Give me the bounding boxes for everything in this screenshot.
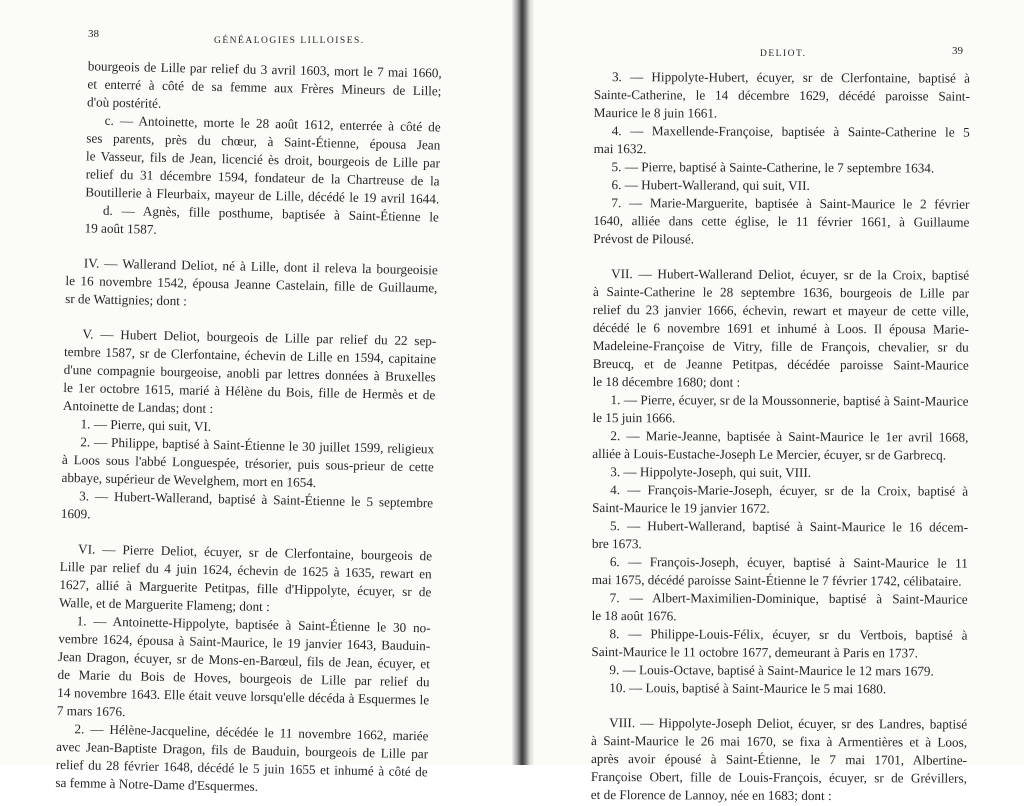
text-line: le 18 août 1676. — [591, 607, 677, 624]
text-line: Prévost de Pilousé. — [593, 230, 695, 247]
text-line: 7 mars 1676. — [56, 702, 126, 720]
text-line: à Sainte-Catherine le 28 septembre 1636, bourgeois de Lille par — [592, 283, 970, 301]
text-line: VI. — Pierre Deliot, écuyer, sr de Clerfontaine, bourgeois de — [77, 541, 433, 564]
text-line: le 1er octobre 1615, marié à Hélène du Bois, fille de Hermès et de — [63, 379, 436, 403]
text-line: Breucq, et de Jeanne Petitpas, décédée paroisse Saint-Maurice — [592, 355, 969, 373]
text-line: VIII. — Hippolyte-Joseph Deliot, écuyer, sr des Landres, baptisé — [609, 715, 968, 732]
text-line: c. — Antoinette, morte le 28 août 1612, enterrée à côté de — [104, 112, 441, 135]
text-line: 1. — Antoinette-Hippolyte, baptisée à Saint-Étienne le 30 no- — [76, 613, 431, 636]
text-line: 1. — Pierre, qui suit, VI. — [80, 416, 212, 434]
text-line: bourgeois de Lille par relief du 3 avril 1603, mort le 7 mai 1660, — [87, 58, 442, 81]
text-line: 2. — Hélène-Jacqueline, décédée le 11 novembre 1662, mariée — [74, 721, 429, 744]
text-line: et enterré à côté de sa femme aux Frères Mineurs de Lille; — [87, 76, 442, 99]
text-line: d'une compagnie bourgeoise, anobli par lettres données à Bruxelles — [63, 361, 436, 385]
text-line: ses parents, près du chœur, à Saint-Étienne, épousa Jean — [86, 130, 441, 153]
book-gutter — [512, 0, 534, 765]
text-line: 14 novembre 1643. Elle était veuve lorsqu'elle décéda à Esquermes le — [57, 684, 430, 708]
text-line: relief du 23 janvier 1666, échevin, rewart et mayeur de cette ville, — [592, 301, 969, 319]
text-line: 2. — Philippe, baptisé à Saint-Étienne le 30 juillet 1599, religieux — [80, 434, 435, 457]
text-line: décédé le 6 novembre 1691 et inhumé à Loos. Il épousa Marie- — [592, 319, 969, 337]
text-line: Saint-Maurice le 19 janvier 1672. — [592, 499, 770, 516]
text-line: après avoir épousé à Saint-Étienne, le 7 mai 1701, Albertine- — [590, 750, 968, 768]
text-line: Maurice le 8 juin 1661. — [593, 104, 718, 121]
text-line: d'où postérité. — [86, 94, 162, 111]
text-line: 1627, allié à Marguerite Petitpas, fille d'Hippolyte, écuyer, sr de — [59, 576, 432, 600]
text-line: Françoise Obert, fille de Louis-François, écuyer, sr de Grévillers, — [590, 768, 967, 786]
paragraph-gap — [591, 697, 967, 716]
text-line: 6. — François-Joseph, écuyer, baptisé à Saint-Maurice le 11 — [609, 554, 968, 571]
text-line: 3. — Hippolyte-Hubert, écuyer, sr de Clerfontaine, baptisé à — [611, 69, 970, 86]
paragraph-gap — [593, 248, 969, 267]
text-line: 3. — Hippolyte-Joseph, qui suit, VIII. — [610, 464, 812, 480]
text-line: 3. — Hubert-Wallerand, baptisé à Saint-Étienne le 5 septembre — [79, 488, 434, 511]
right-running-head: DELIOT. — [760, 49, 807, 59]
text-line: V. — Hubert Deliot, bourgeois de Lille par relief du 22 sep- — [82, 326, 437, 349]
text-line: IV. — Wallerand Deliot, né à Lille, dont il releva la bourgeoisie — [83, 255, 438, 278]
right-page-text — [591, 68, 970, 806]
right-page-number: 39 — [952, 45, 963, 57]
text-line: Sainte-Catherine, le 14 décembre 1629, décédé paroisse Saint- — [593, 86, 970, 104]
text-line: abbaye, supérieur de Wevelghem, mort en 1654. — [61, 469, 317, 491]
text-line: 5. — Pierre, baptisé à Sainte-Catherine, le 7 septembre 1634. — [611, 159, 935, 176]
text-line: relief du 31 décembre 1594, fondateur de la Chartreuse de la — [85, 166, 440, 189]
text-line: relief du 28 février 1648, décédé le 5 juin 1655 et inhumé à côté de — [55, 756, 428, 780]
text-line: Antoinette de Landas; dont : — [62, 397, 214, 416]
text-line: 7. — Albert-Maximilien-Dominique, baptisé à Saint-Maurice — [609, 590, 968, 607]
text-line: 1640, alliée dans cette église, le 11 février 1661, à Guillaume — [593, 212, 970, 230]
left-page-text — [55, 57, 442, 799]
text-line: Madeleine-Françoise de Vitry, fille de François, chevalier, sr du — [592, 337, 969, 355]
text-line: 5. — Hubert-Wallerand, baptisé à Saint-Maurice le 16 décem- — [609, 518, 969, 535]
text-line: Jean Dragon, écuyer, sr de Mons-en-Barœul, fils de Jean, écuyer, et — [57, 648, 431, 672]
text-line: alliée à Louis-Eustache-Joseph Le Mercier, écuyer, sr de Garbrecq. — [592, 445, 947, 463]
text-line: avec Jean-Baptiste Dragon, fils de Bauduin, bourgeois de Lille par — [56, 738, 429, 762]
text-line: à Saint-Maurice le 26 mai 1670, se fixa à Armentières et à Loos, — [591, 732, 968, 750]
text-line: 4. — Maxellende-Françoise, baptisée à Sainte-Catherine le 5 — [611, 123, 970, 140]
text-line: tembre 1587, sr de Clerfontaine, échevin de Lille en 1594, capitaine — [63, 343, 437, 367]
text-line: 2. — Marie-Jeanne, baptisée à Saint-Maurice le 1er avril 1668, — [610, 428, 969, 445]
text-line: Boutillerie à Fleurbaix, mayeur de Lille, décédé le 19 avril 1644. — [85, 184, 440, 207]
text-line: 1609. — [60, 505, 91, 522]
text-line: mai 1675, décédé paroisse Saint-Étienne le 7 février 1742, célibataire. — [591, 571, 962, 589]
text-line: le 16 novembre 1542, épousa Jeanne Castelain, fille de Guillaume, — [65, 272, 438, 296]
text-line: de Marie du Bois de Hoves, bourgeois de Lille par relief du — [57, 666, 430, 690]
text-line: sa femme à Notre-Dame d'Esquermes. — [55, 774, 259, 794]
text-line: 10. — Louis, baptisé à Saint-Maurice le 5 mai 1680. — [609, 680, 887, 697]
left-page-number: 38 — [88, 28, 99, 40]
text-line: 7. — Marie-Marguerite, baptisée à Saint-Maurice le 2 février — [611, 195, 970, 212]
text-line: le Vasseur, fils de Jean, licencié ès droit, bourgeois de Lille par — [85, 148, 441, 171]
text-line: VII. — Hubert-Wallerand Deliot, écuyer, sr de la Croix, baptisé — [611, 266, 970, 283]
text-line: Walle, et de Marguerite Flameng; dont : — [58, 594, 270, 615]
text-line: bre 1673. — [591, 535, 642, 552]
left-running-head: GÉNÉALOGIES LILLOISES. — [214, 36, 365, 46]
text-line: 8. — Philippe-Louis-Félix, écuyer, sr du Vertbois, baptisé à — [609, 626, 968, 643]
text-line: à Loos sous l'abbé Longuespée, trésorier, puis sous-prieur de cette — [61, 451, 434, 475]
text-line: mai 1632. — [593, 140, 647, 157]
text-line: 19 août 1587. — [84, 220, 157, 237]
text-line: d. — Agnès, fille posthume, baptisée à Saint-Étienne le — [102, 202, 440, 225]
text-line: 9. — Louis-Octave, baptisé à Saint-Maurice le 12 mars 1679. — [609, 662, 934, 679]
text-line: et de Florence de Lannoy, née en 1683; dont : — [590, 786, 832, 804]
text-line: le 18 décembre 1680; dont : — [592, 373, 741, 390]
text-line: Saint-Maurice le 11 octobre 1677, demeurant à Paris en 1737. — [591, 643, 919, 661]
text-line: 6. — Hubert-Wallerand, qui suit, VII. — [611, 177, 810, 193]
text-line: 4. — François-Marie-Joseph, écuyer, sr de la Croix, baptisé à — [610, 482, 969, 499]
text-line: 1. — Pierre, écuyer, sr de la Moussonnerie, baptisé à Saint-Maurice — [610, 392, 969, 409]
text-line: vembre 1624, épousa à Saint-Maurice, le 19 janvier 1643, Bauduin- — [58, 630, 431, 654]
text-line: Lille par relief du 4 juin 1624, échevin de 1625 à 1635, rewart en — [59, 558, 432, 582]
text-line: sr de Wattignies; dont : — [65, 290, 188, 309]
text-line: le 15 juin 1666. — [592, 409, 676, 426]
